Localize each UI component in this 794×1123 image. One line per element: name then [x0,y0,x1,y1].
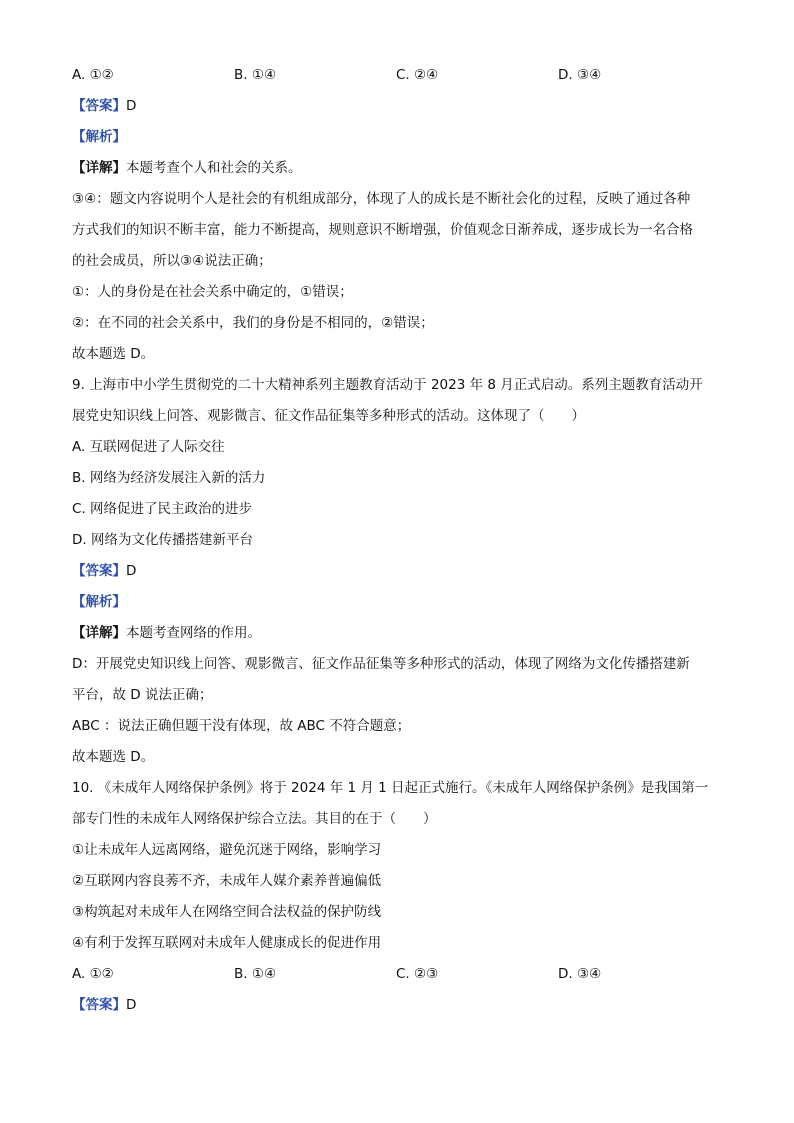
q10-answer-value: D [126,997,137,1013]
q8-answer-value: D [126,98,137,114]
q10-item-3: ③构筑起对未成年人在网络空间合法权益的保护防线 [72,904,382,920]
q10-answer [72,990,724,1021]
q8-option-b: B. ①④ [234,67,277,83]
q8-answer [72,91,724,122]
q8-option-d: D. ③④ [558,67,602,83]
q9-detail-text: 本题考查网络的作用。 [126,625,261,641]
q8-detail-text: 本题考查个人和社会的关系。 [126,160,302,176]
q9-expl-line: D：开展党史知识线上问答、观影微言、征文作品征集等多种形式的活动，体现了网络为文化传播搭建新 [72,656,690,672]
q8-detail [72,153,724,184]
q8-expl-line: 的社会成员，所以③④说法正确； [72,253,272,269]
q9-option-c: C. 网络促进了民主政治的进步 [72,501,253,517]
q8-expl-line: 方式我们的知识不断丰富，能力不断提高，规则意识不断增强，价值观念日渐养成，逐步成长为一名合格 [72,222,693,238]
q9-option-a: A. 互联网促进了人际交往 [72,439,225,455]
q8-detail-label: 【详解】 [72,160,126,176]
q10-option-d: D. ③④ [558,966,602,982]
q9-stem-line: 展党史知识线上问答、观影微言、征文作品征集等多种形式的活动。这体现了（ ） [72,408,585,424]
q9-answer-value: D [126,563,137,579]
q10-option-c: C. ②③ [396,966,439,982]
q9-analysis-label: 【解析】 [72,594,126,610]
q8-option-a: A. ①② [72,67,114,83]
q9-expl-line: 平台，故 D 说法正确； [72,687,213,703]
q8-analysis-label: 【解析】 [72,129,126,145]
q9-answer [72,556,724,587]
q9-expl-line: 故本题选 D。 [72,749,155,765]
q9-answer-label: 【答案】 [72,563,126,579]
q9-detail [72,618,724,649]
q8-option-c: C. ②④ [396,67,439,83]
document-page [72,60,724,1021]
q10-item-1: ①让未成年人远离网络，避免沉迷于网络，影响学习 [72,842,382,858]
q9-expl-line: ABC ：说法正确但题干没有体现，故 ABC 不符合题意； [72,718,411,734]
q8-answer-label: 【答案】 [72,98,126,114]
q10-stem-line: 10. 《未成年人网络保护条例》将于 2024 年 1 月 1 日起正式施行。《未成年人网络保护条例》是我国第一 [72,780,709,796]
q10-answer-label: 【答案】 [72,997,126,1013]
q8-expl-line: ①：人的身份是在社会关系中确定的，①错误； [72,284,353,300]
q10-stem-line: 部专门性的未成年人网络保护综合立法。其目的在于（ ） [72,811,437,827]
q8-options-row [72,60,724,91]
q8-expl-line: 故本题选 D。 [72,346,155,362]
q10-options-row [72,959,724,990]
q10-option-a: A. ①② [72,966,114,982]
q9-stem-line: 9. 上海市中小学生贯彻党的二十大精神系列主题教育活动于 2023 年 8 月正式启动。系列主题教育活动开 [72,377,703,393]
q10-option-b: B. ①④ [234,966,277,982]
q9-option-d: D. 网络为文化传播搭建新平台 [72,532,253,548]
q10-item-4: ④有利于发挥互联网对未成年人健康成长的促进作用 [72,935,382,951]
q10-item-2: ②互联网内容良莠不齐，未成年人媒介素养普遍偏低 [72,873,382,889]
q9-detail-label: 【详解】 [72,625,126,641]
q8-expl-line: ②：在不同的社会关系中，我们的身份是不相同的，②错误； [72,315,434,331]
q9-option-b: B. 网络为经济发展注入新的活力 [72,470,266,486]
q8-expl-line: ③④：题文内容说明个人是社会的有机组成部分，体现了人的成长是不断社会化的过程，反映了通过各种 [72,191,691,207]
q9-analysis [72,587,724,618]
q8-analysis [72,122,724,153]
